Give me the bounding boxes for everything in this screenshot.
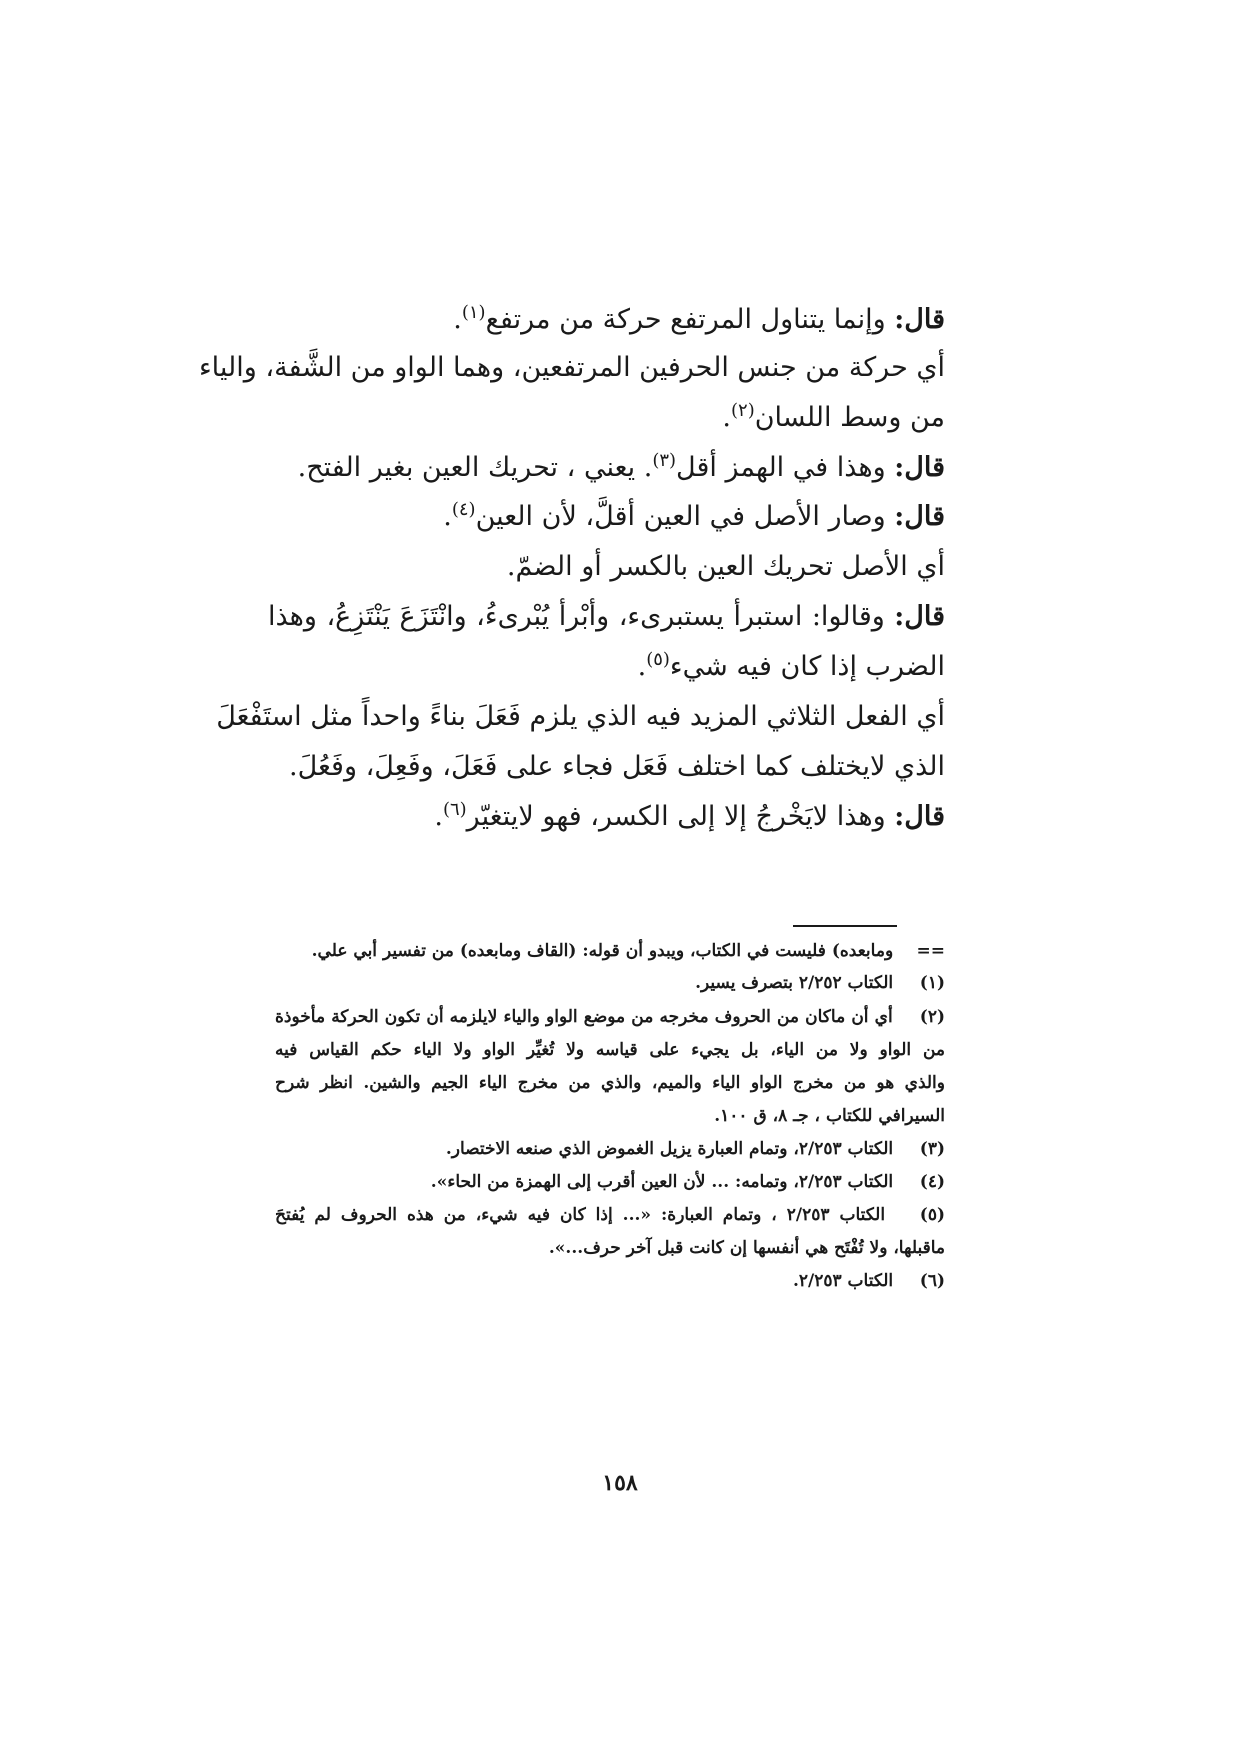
paragraph-line: الذي لايختلف كما اختلف فَعَل فجاء على فَعَلَ، وفَعِلَ، وفَعُلَ.	[289, 751, 945, 782]
footnote-line: ماقبلها، ولا تُفْتَح هي أنفسها إن كانت قبل آخر حرف...».	[548, 1238, 945, 1258]
paragraph-tail: .	[434, 801, 443, 832]
paragraph-text: من وسط اللسان	[754, 402, 945, 433]
paragraph-qala-8	[434, 797, 945, 837]
footnote-2	[275, 1001, 945, 1033]
paragraph-line: أي حركة من جنس الحرفين المرتفعين، وهما الواو من الشَّفة، والياء	[198, 352, 945, 383]
footnote-text: الكتاب ٢/٢٥٣.	[792, 1271, 894, 1291]
paragraph-text: وإنما يتناول المرتفع حركة من مرتفع	[485, 304, 895, 335]
paragraph-line: أي الأصل تحريك العين بالكسر أو الضمّ.	[506, 551, 945, 582]
footnote-text: الكتاب ٢/٢٥٣، وتمام العبارة يزيل الغموض الذي صنعه الاختصار.	[445, 1139, 894, 1159]
qala-label: قال:	[894, 601, 945, 632]
paragraph-text: الضرب إذا كان فيه شيء	[669, 651, 945, 682]
continuation-marker: ==	[916, 941, 945, 961]
footnote-ref-1: (١)	[461, 302, 486, 323]
footnote-line: السيرافي للكتاب ، جـ ٨، ق ١٠٠.	[714, 1106, 945, 1126]
footnote-continuation	[312, 935, 945, 967]
paragraph-qala-1	[453, 300, 945, 340]
qala-label: قال:	[894, 452, 945, 483]
paragraph-text: وهذا لايَخْرجُ إلا إلى الكسر، فهو لايتغيّر	[466, 801, 895, 832]
footnote-ref-4: (٤)	[451, 499, 476, 520]
footnote-separator	[793, 925, 897, 927]
paragraph-text: وصار الأصل في العين أقلَّ، لأن العين	[475, 501, 895, 532]
footnote-number: (١)	[919, 973, 945, 993]
footnote-1	[695, 967, 945, 999]
footnote-6	[793, 1265, 945, 1297]
paragraph-tail: .	[443, 501, 452, 532]
paragraph-line	[638, 647, 945, 687]
paragraph-text: وقالوا: استبرأ يستبرىء، وأبْرأ يُبْرىءُ، وانْتَزَعَ يَنْتَزِعُ، وهذا	[268, 601, 895, 632]
paragraph-text: وهذا في الهمز أقل	[676, 452, 895, 483]
paragraph-qala-4	[443, 497, 945, 537]
footnote-text: الكتاب ٢/٢٥٣ ، وتمام العبارة: «... إذا كان فيه شيء، من هذه الحروف لم يُفتحَ	[275, 1205, 886, 1225]
page-number: ١٥٨	[602, 1470, 638, 1496]
footnote-line: والذي هو من مخرج الواو الياء والميم، والذي من مخرج الياء الجيم والشين. انظر شرح	[275, 1073, 945, 1093]
footnote-ref-5: (٥)	[646, 649, 670, 670]
footnote-3	[446, 1133, 945, 1165]
paragraph-tail: .	[637, 651, 647, 682]
footnote-number: (٦)	[919, 1271, 945, 1291]
paragraph-qala-6	[268, 597, 945, 637]
footnote-ref-2: (٢)	[730, 400, 755, 421]
footnote-text: الكتاب ٢/٢٥٣، وتمامه: ... لأن العين أقرب إلى الهمزة من الحاء».	[430, 1172, 894, 1192]
paragraph-tail: . يعني ، تحريك العين بغير الفتح.	[297, 452, 653, 483]
footnote-number: (٢)	[919, 1007, 946, 1027]
footnote-ref-3: (٣)	[652, 450, 677, 471]
footnote-text: الكتاب ٢/٢٥٢ بتصرف يسير.	[695, 973, 894, 993]
footnote-text: أي أن ماكان من الحروف مخرجه من موضع الواو والياء لايلزمه أن تكون الحركة مأخوذة	[275, 1007, 893, 1027]
footnote-4	[431, 1166, 945, 1198]
paragraph-tail: .	[453, 304, 462, 335]
paragraph-line	[722, 398, 945, 438]
footnote-ref-6: (٦)	[442, 799, 467, 820]
paragraph-qala-3	[298, 448, 945, 488]
footnote-number: (٤)	[919, 1172, 945, 1192]
footnote-text: ومابعده) فليست في الكتاب، ويبدو أن قوله: (القاف ومابعده) من تفسير أبي علي.	[311, 941, 894, 961]
footnote-number: (٣)	[919, 1139, 945, 1159]
footnote-line: من الواو ولا من الياء، بل يجيء على قياسه ولا تُغيِّر الواو ولا الياء حكم القياس فيه	[275, 1040, 945, 1060]
footnote-5	[275, 1199, 945, 1231]
qala-label: قال:	[894, 801, 945, 832]
footnote-number: (٥)	[919, 1205, 946, 1225]
paragraph-tail: .	[722, 402, 731, 433]
qala-label: قال:	[894, 304, 945, 335]
paragraph-line: أي الفعل الثلاثي المزيد فيه الذي يلزم فَعَلَ بناءً واحداً مثل استَفْعَلَ	[216, 701, 945, 732]
qala-label: قال:	[894, 501, 945, 532]
